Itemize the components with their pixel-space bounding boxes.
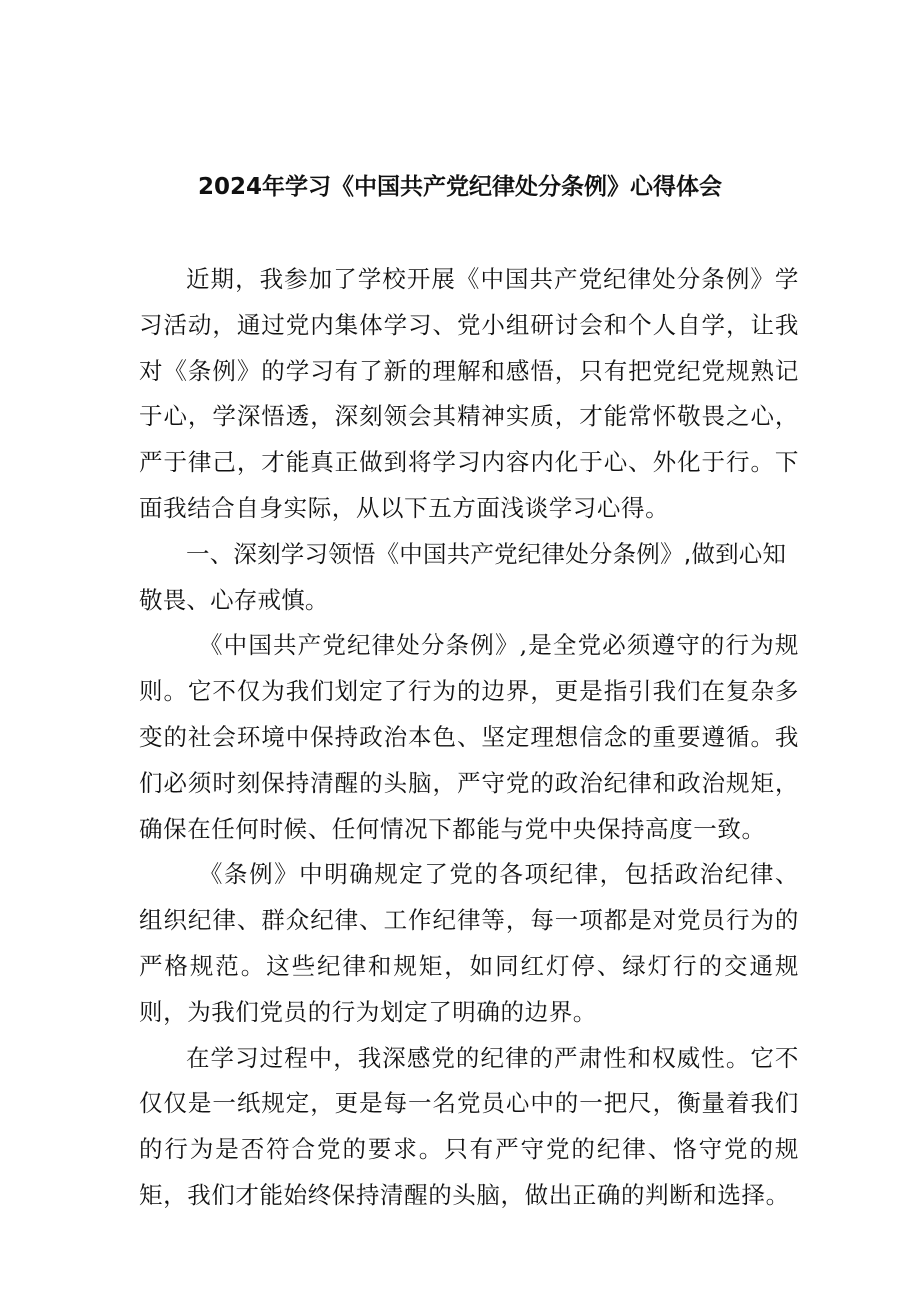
intro-paragraph: 近期，我参加了学校开展《中国共产党纪律处分条例》学习活动，通过党内集体学习、党小组研讨会和个人自学，让我对《条例》的学习有了新的理解和感悟，只有把党纪党规熟记于心，学深悟透，深刻领会其精神实质，才能常怀敬畏之心，严于律己，才能真正做到将学习内容内化于心、外化于行。下面我结合自身实际，从以下五方面浅谈学习心得。 bbox=[139, 265, 799, 522]
document-title: 2024年学习《中国共产党纪律处分条例》心得体会 bbox=[197, 174, 722, 200]
body-paragraph: 《条例》中明确规定了党的各项纪律，包括政治纪律、组织纪律、群众纪律、工作纪律等，每一项都是对党员行为的严格规范。这些纪律和规矩，如同红灯停、绿灯行的交通规则，为我们党员的行为划定了明确的边界。 bbox=[139, 860, 799, 1026]
section-heading-1: 一、深刻学习领悟《中国共产党纪律处分条例》,做到心知敬畏、心存戒慎。 bbox=[139, 539, 787, 614]
document-body bbox=[139, 257, 799, 1219]
body-paragraph: 在学习过程中，我深感党的纪律的严肃性和权威性。它不仅仅是一纸规定，更是每一名党员心中的一把尺，衡量着我们的行为是否符合党的要求。只有严守党的纪律、恪守党的规矩，我们才能始终保持清醒的头脑，做出正确的判断和选择。 bbox=[139, 1043, 799, 1209]
body-paragraph: 《中国共产党纪律处分条例》,是全党必须遵守的行为规则。它不仅为我们划定了行为的边界，更是指引我们在复杂多变的社会环境中保持政治本色、坚定理想信念的重要遵循。我们必须时刻保持清醒的头脑，严守党的政治纪律和政治规矩，确保在任何时候、任何情况下都能与党中央保持高度一致。 bbox=[139, 631, 799, 843]
